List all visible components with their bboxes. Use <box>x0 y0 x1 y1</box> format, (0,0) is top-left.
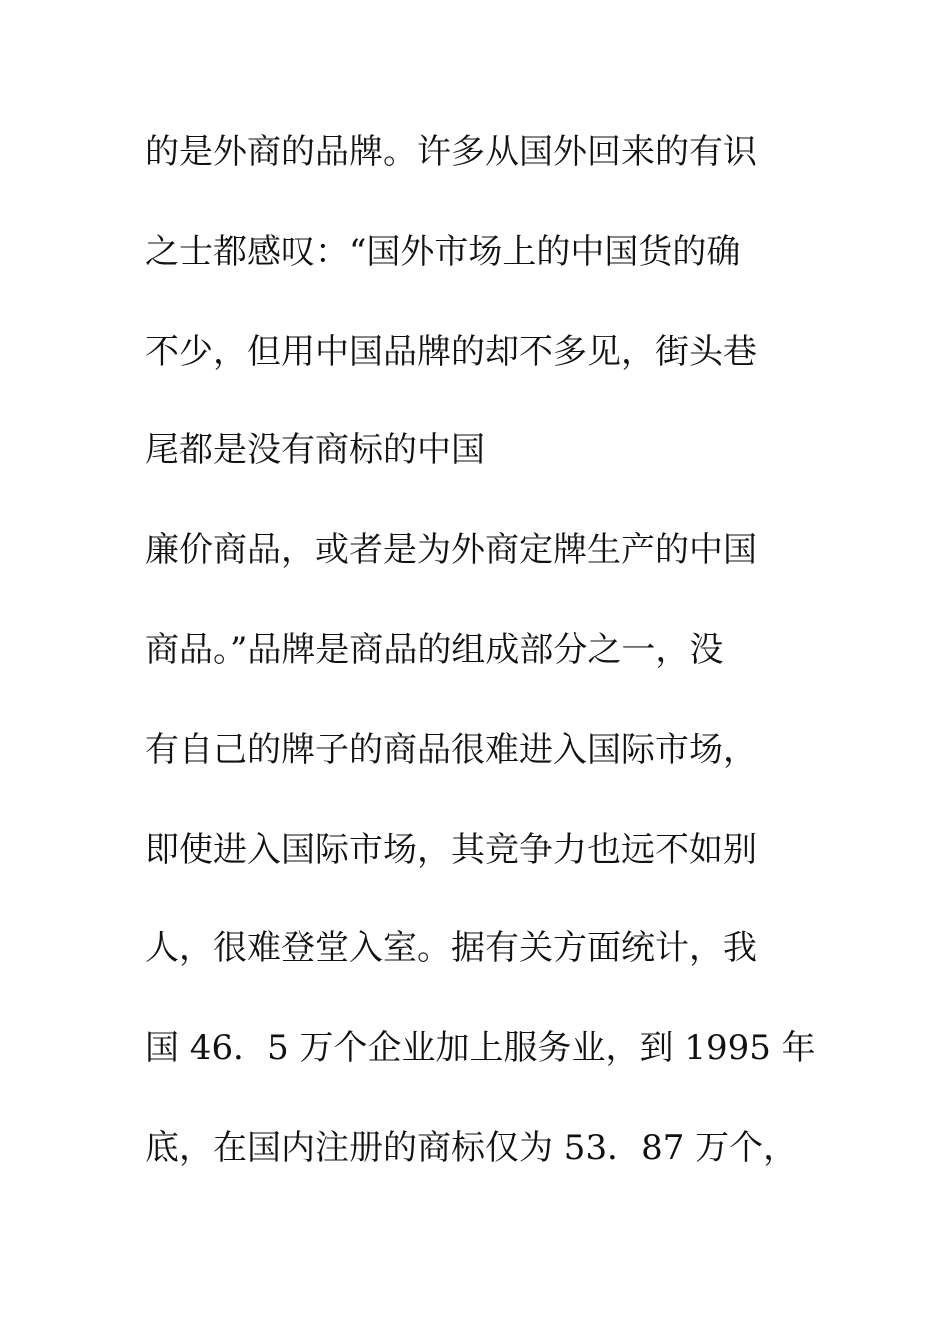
text-line: 的是外商的品牌。许多从国外回来的有识 <box>145 132 757 172</box>
text-line: 廉价商品，或者是为外商定牌生产的中国 <box>145 530 757 570</box>
text-line: 人，很难登堂入室。据有关方面统计，我 <box>145 928 757 968</box>
text-line: 尾都是没有商标的中国 <box>145 430 485 470</box>
text-line: 商品。”品牌是商品的组成部分之一，没 <box>145 630 724 670</box>
text-line: 底，在国内注册的商标仅为 53．87 万个， <box>145 1128 798 1168</box>
text-line: 即使进入国际市场，其竞争力也远不如别 <box>145 830 757 870</box>
text-line: 有自己的牌子的商品很难进入国际市场， <box>145 730 757 770</box>
text-line: 国 46．5 万个企业加上服务业，到 1995 年 <box>145 1028 816 1068</box>
text-line: 之士都感叹：“国外市场上的中国货的确 <box>145 232 741 272</box>
text-line: 不少，但用中国品牌的却不多见，街头巷 <box>145 332 757 372</box>
